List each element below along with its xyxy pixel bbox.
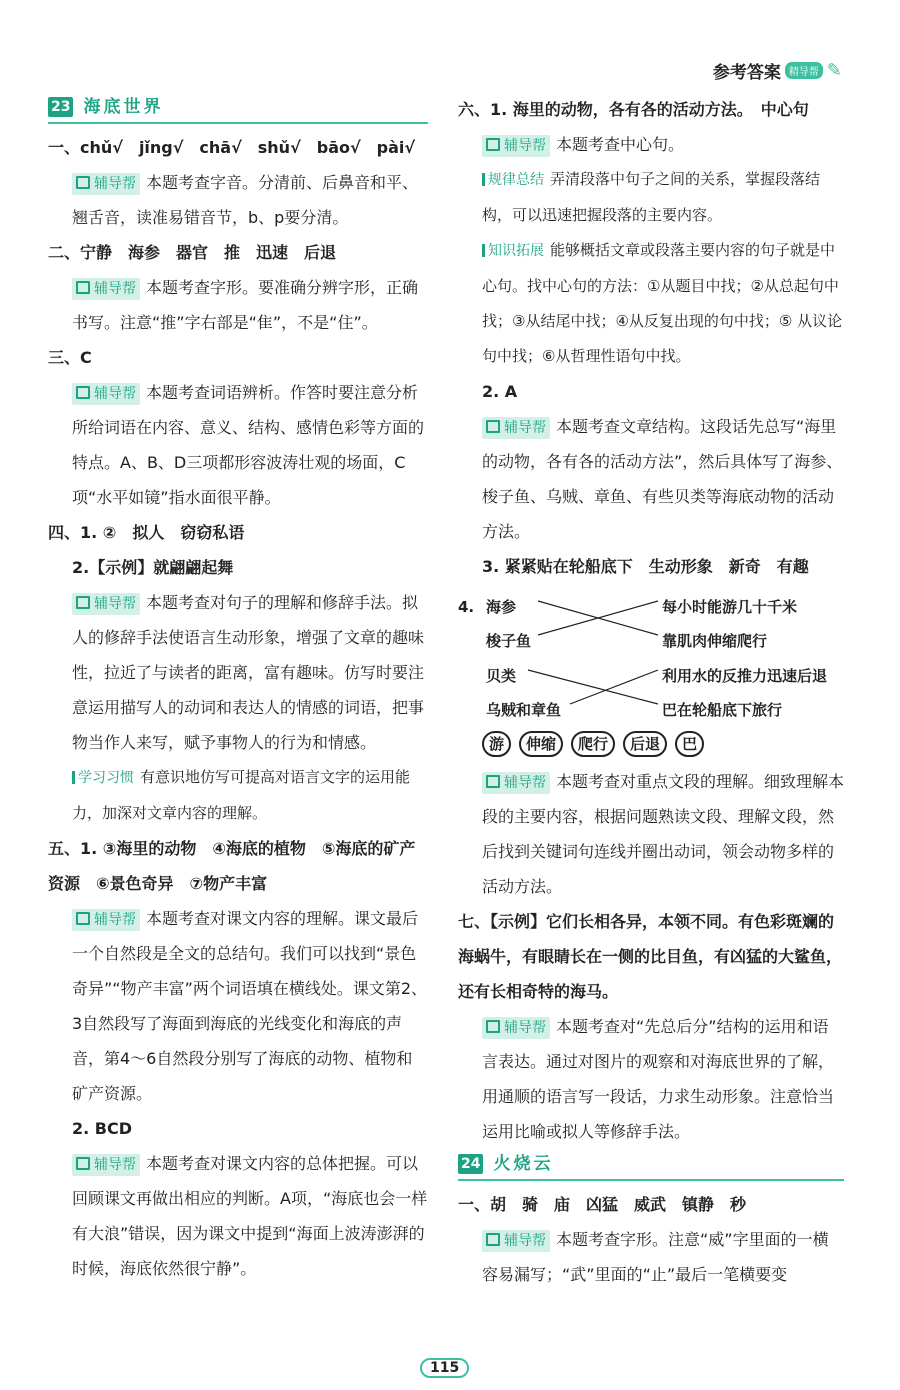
- help-note: [48, 585, 428, 760]
- habit-note: [48, 760, 428, 831]
- rule-note: [458, 162, 844, 233]
- ext-tag: 知识拓展: [482, 243, 544, 259]
- circled-word: 巴: [675, 731, 704, 757]
- help-note: [48, 1146, 428, 1286]
- help-note: [458, 127, 844, 162]
- left-column: [48, 92, 428, 1286]
- help-tag: 辅导帮: [72, 383, 140, 405]
- section-number: 23: [48, 97, 73, 117]
- answer-line: 一、chǔ√ jǐng√ chā√ shǔ√ bāo√ pài√: [48, 138, 416, 157]
- right-column: [458, 92, 844, 1292]
- section-number: 24: [458, 1154, 483, 1174]
- help-text: 本题考查对重点文段的理解。细致理解本段的主要内容，根据问题熟读文段、理解文段，然后找到关键词句连线并圈出动词，领会动物多样的活动方法。: [482, 772, 845, 896]
- match-right-item: 靠肌肉伸缩爬行: [662, 632, 768, 650]
- help-text: 本题考查字形。要准确分辨字形，正确书写。注意“推”字右部是“隹”，不是“住”。: [72, 278, 419, 332]
- habit-tag: 学习习惯: [72, 770, 134, 786]
- help-note: [48, 270, 428, 340]
- help-note: [48, 165, 428, 235]
- help-text: 本题考查文章结构。这段话先总写“海里的动物，各有各的活动方法”，然后具体写了海参、梭子鱼、乌贼、章鱼、有些贝类等海底动物的活动方法。: [482, 417, 843, 541]
- help-tag: 辅导帮: [482, 417, 550, 439]
- circled-word: 后退: [623, 731, 667, 757]
- help-tag: 辅导帮: [482, 1017, 550, 1039]
- answer-line: 三、C: [48, 348, 92, 367]
- circled-word: 伸缩: [519, 731, 563, 757]
- match-left-item: 梭子鱼: [486, 632, 532, 650]
- circled-word: 游: [482, 731, 511, 757]
- help-text: 本题考查对课文内容的理解。课文最后一个自然段是全文的总结句。我们可以找到“景色奇异”“物产丰富”两个词语填在横线处。课文第2、3自然段写了海面到海底的光线变化和海底的声音，第4～6自然段分别写了海底的动物、植物和矿产资源。: [72, 909, 428, 1103]
- match-right-item: 利用水的反推力迅速后退: [662, 667, 828, 685]
- section-title: 海底世界: [83, 96, 164, 117]
- ext-text: 能够概括文章或段落主要内容的句子就是中心句。找中心句的方法：①从题目中找；②从总起句中找；③从结尾中找；④从反复出现的句中找；⑤ 从议论句中找；⑥从哲理性语句中找。: [482, 241, 843, 365]
- matching-exercise: [458, 584, 844, 724]
- match-left-item: 贝类: [486, 667, 517, 685]
- match-right-item: 每小时能游几十千米: [662, 598, 798, 616]
- help-tag: 辅导帮: [72, 278, 140, 300]
- help-tag: 辅导帮: [482, 135, 550, 157]
- answer-line: 四、1. ② 拟人 窃窃私语: [48, 523, 245, 542]
- help-text: 本题考查词语辨析。作答时要注意分析所给词语在内容、意义、结构、感情色彩等方面的特点。A、B、D三项都形容波涛壮观的场面，C项“水平如镜”指水面很平静。: [72, 383, 425, 507]
- help-text: 本题考查对“先总后分”结构的运用和语言表达。通过对图片的观察和对海底世界的了解，用通顺的语言写一段话，力求生动形象。注意恰当运用比喻或拟人等修辞手法。: [482, 1017, 835, 1141]
- answer-line: 2. BCD: [72, 1119, 132, 1138]
- help-note: [48, 375, 428, 515]
- help-tag: 辅导帮: [72, 173, 140, 195]
- answer-line: 2.【示例】就翩翩起舞: [72, 558, 234, 577]
- answer-line: 3. 紧紧贴在轮船底下 生动形象 新奇 有趣: [482, 557, 809, 576]
- answer-line: 2. A: [482, 382, 518, 401]
- circled-words: [458, 724, 844, 764]
- help-tag: 辅导帮: [72, 1154, 140, 1176]
- header-title: 参考答案: [712, 63, 781, 83]
- habit-text: 有意识地仿写可提高对语言文字的运用能力，加深对文章内容的理解。: [72, 768, 411, 822]
- header-tag: 精导帮: [785, 62, 823, 79]
- help-note: [458, 1009, 844, 1149]
- circled-word: 爬行: [571, 731, 615, 757]
- help-text: 本题考查字音。分清前、后鼻音和平、翘舌音，读准易错音节，b、p要分清。: [72, 173, 419, 227]
- match-line: [570, 670, 658, 704]
- rule-tag: 规律总结: [482, 172, 544, 188]
- section-header: [458, 1149, 844, 1181]
- match-right-item: 巴在轮船底下旅行: [662, 701, 783, 719]
- help-note: [458, 409, 844, 549]
- section-title: 火烧云: [493, 1153, 554, 1174]
- help-tag: 辅导帮: [72, 909, 140, 931]
- match-left-item: 海参: [486, 598, 517, 616]
- help-text: 本题考查对句子的理解和修辞手法。拟人的修辞手法使语言生动形象，增强了文章的趣味性，拉近了与读者的距离，富有趣味。仿写时要注意运用描写人的动词和表达人的情感的词语，把事物当作人来写，赋予事物人的行为和情感。: [72, 593, 425, 752]
- section-header: [48, 92, 428, 124]
- answer-line: 一、胡 骑 庙 凶猛 威武 镇静 秒: [458, 1195, 747, 1214]
- help-tag: 辅导帮: [72, 593, 140, 615]
- help-text: 本题考查中心句。: [556, 135, 685, 154]
- help-tag: 辅导帮: [482, 772, 550, 794]
- help-text: 本题考查对课文内容的总体把握。可以回顾课文再做出相应的判断。A项，“海底也会一样有大浪”错误，因为课文中提到“海面上波涛澎湃的时候，海底依然很宁静”。: [72, 1154, 428, 1278]
- answer-line: 六、1. 海里的动物，各有各的活动方法。 中心句: [458, 100, 809, 119]
- help-text: 本题考查字形。注意“威”字里面的一横容易漏写；“武”里面的“止”最后一笔横要变: [482, 1230, 829, 1284]
- help-note: [458, 764, 844, 904]
- page-header: [713, 58, 842, 83]
- answer-line: 五、1. ③海里的动物 ④海底的植物 ⑤海底的矿产资源 ⑥景色奇异 ⑦物产丰富: [48, 839, 416, 893]
- answer-line: 二、宁静 海参 器官 推 迅速 后退: [48, 243, 337, 262]
- answer-line: 七、【示例】它们长相各异，本领不同。有色彩斑斓的海蜗牛，有眼睛长在一侧的比目鱼，有凶猛的大鲨鱼，还有长相奇特的海马。: [458, 912, 843, 1001]
- help-tag: 辅导帮: [482, 1230, 550, 1252]
- match-label: 4.: [458, 598, 475, 616]
- help-note: [458, 1222, 844, 1292]
- ext-note: [458, 233, 844, 374]
- match-left-item: 乌贼和章鱼: [486, 701, 562, 719]
- rule-text: 弄清段落中句子之间的关系，掌握段落结构，可以迅速把握段落的主要内容。: [482, 170, 821, 224]
- help-note: [48, 901, 428, 1111]
- page-number: 115: [420, 1358, 469, 1378]
- pen-icon: ✎: [826, 60, 842, 81]
